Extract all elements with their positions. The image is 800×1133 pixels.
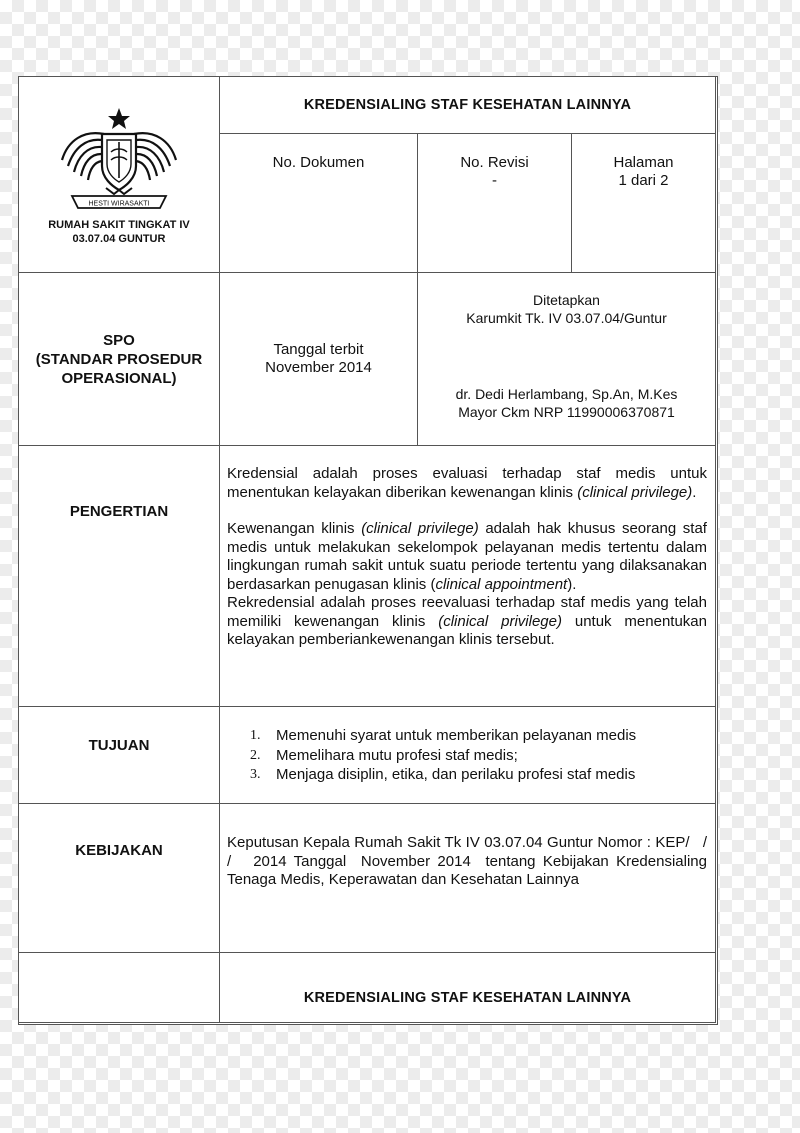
doc-number-cell [219,133,418,273]
definition-rekredensial: Rekredensial adalah proses reevaluasi terhadap staf medis yang telah memiliki kewenangan klinis (clinical privilege) untuk menentukan kelayakan pemberiankewenangan klinis tersebut. [227,594,707,648]
kebijakan-label: KEBIJAKAN [75,842,163,859]
revision-cell [417,133,572,273]
page-value: 1 dari 2 [618,172,669,189]
emblem-motto: HESTI WIRASAKTI [88,200,150,207]
kebijakan-label-cell [18,803,220,953]
issue-date-cell [219,272,418,446]
revision-value: - [492,172,497,189]
issue-date-value: November 2014 [265,359,372,376]
list-item: 2. Memelihara mutu profesi staf medis; [250,746,518,764]
revision-label: No. Revisi [460,154,529,171]
spo-label-cell [18,272,220,446]
hospital-name: RUMAH SAKIT TINGKAT IV 03.07.04 GUNTUR [48,218,190,245]
list-item: 1. Memenuhi syarat untuk memberikan pelayanan medis [250,727,637,744]
page-cell [571,133,716,273]
issue-date-label: Tanggal terbit [273,341,364,358]
spo-title: SPO (STANDAR PROSEDUR OPERASIONAL) [35,331,203,387]
hospital-emblem-icon [54,104,184,214]
definition-kewenangan: Kewenangan klinis (clinical privilege) adalah hak khusus seorang staf medis untuk melakukan sekelompok pelayanan medis tertentu dalam lingkungan rumah sakit untuk suatu periode tertentu yang dilaksanakan berdasarkan penugasan klinis (clinical appointment). [227,520,707,593]
pengertian-text [227,465,707,650]
kebijakan-text: Keputusan Kepala Rumah Sakit Tk IV 03.07.04 Guntur Nomor : KEP/ / / 2014 Tanggal November 2014 tentang Kebijakan Kredensialing Tenaga Medis, Keperawatan dan Kesehatan Lainnya [227,834,716,888]
signer-name: dr. Dedi Herlambang, Sp.An, M.Kes [455,386,678,402]
approval-cell [417,272,716,446]
kebijakan-content-cell [219,803,716,953]
tujuan-content-cell [219,706,716,804]
list-item: 3. Menjaga disiplin, etika, dan perilaku profesi staf medis [250,766,636,783]
approval-authority: Karumkit Tk. IV 03.07.04/Guntur [466,310,667,326]
definition-kredensial: Kredensial adalah proses evaluasi terhadap staf medis untuk menentukan kelayakan diberikan kewenangan klinis (clinical privilege). [227,465,707,501]
document-title: KREDENSIALING STAF KESEHATAN LAINNYA [303,97,632,113]
doc-number-label: No. Dokumen [272,154,365,171]
footer-left-cell [18,952,220,1023]
page-label: Halaman [613,154,674,171]
tujuan-list [250,726,636,785]
tujuan-label: TUJUAN [88,737,150,754]
tujuan-label-cell [18,706,220,804]
pengertian-label: PENGERTIAN [69,503,169,520]
pengertian-content-cell [219,445,716,707]
approval-label: Ditetapkan [533,292,600,308]
signer-rank: Mayor Ckm NRP 11990006370871 [458,404,675,420]
document-title-cell [219,76,716,134]
logo-cell [18,76,220,273]
footer-title-cell [219,952,716,1023]
pengertian-label-cell [18,445,220,707]
footer-title: KREDENSIALING STAF KESEHATAN LAINNYA [303,990,632,1006]
